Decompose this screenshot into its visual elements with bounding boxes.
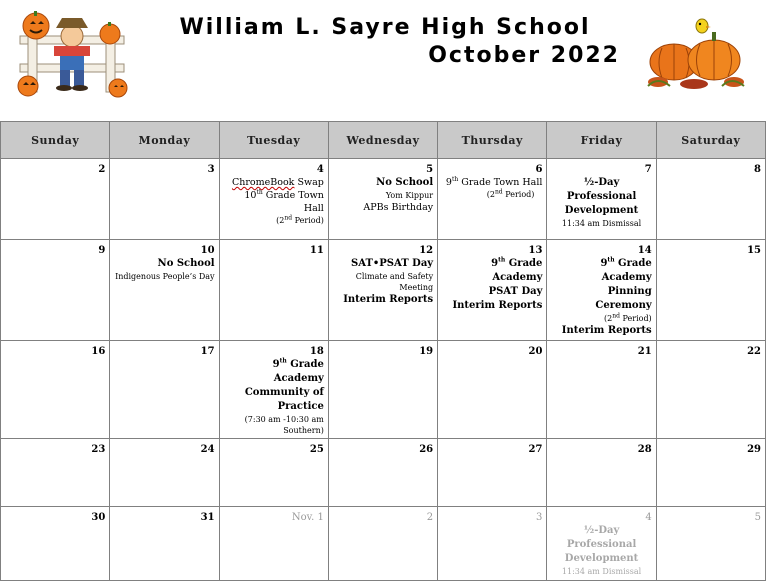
day-cell bbox=[438, 439, 547, 507]
day-cell bbox=[438, 240, 547, 341]
event-time: (7:30 am -10:30 am bbox=[244, 415, 324, 424]
calendar-title bbox=[150, 14, 620, 70]
day-cell bbox=[328, 439, 437, 507]
week-row bbox=[1, 341, 766, 439]
day-number: 23 bbox=[91, 444, 106, 455]
day-cell bbox=[438, 507, 547, 581]
day-number: Nov. 1 bbox=[291, 512, 324, 523]
day-number: 28 bbox=[637, 444, 652, 455]
day-cell bbox=[547, 341, 656, 439]
day-number: 14 bbox=[637, 245, 652, 256]
day-cell bbox=[438, 159, 547, 240]
pumpkin-patch-illustration bbox=[644, 16, 748, 90]
day-number: 19 bbox=[419, 346, 434, 357]
event-no-school: No School bbox=[157, 258, 215, 269]
day-cell bbox=[110, 159, 219, 240]
event-grade-academy: 9th Grade Academy bbox=[272, 357, 324, 384]
weekday-header-row bbox=[1, 122, 766, 159]
event-chromebook-swap: ChromeBook Swap bbox=[231, 177, 324, 188]
day-number: 29 bbox=[747, 444, 761, 455]
weekday-thursday: Thursday bbox=[438, 122, 547, 159]
day-number: 4 bbox=[645, 512, 652, 523]
day-cell bbox=[328, 507, 437, 581]
day-number: 13 bbox=[528, 245, 543, 256]
day-cell bbox=[656, 507, 765, 581]
day-cell bbox=[219, 240, 328, 341]
event-half-day: ½-Day bbox=[583, 525, 620, 536]
day-number: 25 bbox=[309, 444, 324, 455]
event-apbs-birthday: APBs Birthday bbox=[363, 202, 434, 213]
day-number: 17 bbox=[200, 346, 215, 357]
day-cell bbox=[547, 240, 656, 341]
day-cell bbox=[547, 507, 656, 581]
day-cell bbox=[328, 240, 437, 341]
calendar-month: October 2022 bbox=[428, 43, 620, 68]
event-development: Development bbox=[564, 553, 639, 564]
day-number: 22 bbox=[747, 346, 761, 357]
day-cell bbox=[110, 507, 219, 581]
day-number: 8 bbox=[754, 164, 761, 175]
event-period: (2nd Period) bbox=[486, 188, 535, 199]
day-number: 5 bbox=[426, 164, 434, 175]
day-number: 15 bbox=[747, 245, 761, 256]
event-psat-day: PSAT Day bbox=[488, 286, 543, 297]
day-cell bbox=[328, 341, 437, 439]
day-cell bbox=[110, 439, 219, 507]
day-cell bbox=[547, 159, 656, 240]
event-development: Development bbox=[564, 205, 639, 216]
day-number: 21 bbox=[637, 346, 652, 357]
day-cell bbox=[219, 507, 328, 581]
event-meeting: Meeting bbox=[399, 283, 434, 292]
event-interim-reports: Interim Reports bbox=[343, 294, 434, 305]
day-cell bbox=[438, 341, 547, 439]
day-number: 18 bbox=[309, 346, 324, 357]
day-cell bbox=[219, 439, 328, 507]
day-number: 12 bbox=[419, 245, 434, 256]
day-number: 7 bbox=[644, 164, 652, 175]
event-grade-academy: 9th Grade Academy bbox=[600, 256, 652, 283]
weekday-sunday: Sunday bbox=[1, 122, 110, 159]
day-number: 30 bbox=[91, 512, 106, 523]
event-period: (2nd Period) bbox=[276, 214, 324, 225]
weekday-saturday: Saturday bbox=[656, 122, 765, 159]
day-cell bbox=[219, 341, 328, 439]
day-cell bbox=[547, 439, 656, 507]
day-number: 9 bbox=[98, 245, 106, 256]
event-community-of: Community of bbox=[244, 387, 324, 398]
event-dismissal: 11:34 am Dismissal bbox=[561, 567, 642, 576]
event-interim-reports: Interim Reports bbox=[452, 300, 543, 311]
week-row bbox=[1, 507, 766, 581]
weekday-monday: Monday bbox=[110, 122, 219, 159]
day-cell bbox=[1, 439, 110, 507]
day-number: 31 bbox=[200, 512, 215, 523]
event-indigenous-peoples-day: Indigenous People’s Day bbox=[115, 272, 215, 281]
event-dismissal: 11:34 am Dismissal bbox=[561, 219, 642, 228]
event-location: Southern) bbox=[283, 426, 324, 435]
day-cell bbox=[656, 240, 765, 341]
week-row bbox=[1, 159, 766, 240]
event-sat-psat-day: SAT•PSAT Day bbox=[351, 258, 434, 269]
day-number: 2 bbox=[426, 512, 434, 523]
event-grade-academy: 9th Grade Academy bbox=[491, 256, 543, 283]
day-cell bbox=[656, 159, 765, 240]
day-number: 24 bbox=[200, 444, 215, 455]
day-number: 3 bbox=[536, 512, 543, 523]
day-number: 27 bbox=[528, 444, 543, 455]
day-number: 16 bbox=[91, 346, 106, 357]
event-pinning-ceremony: Pinning Ceremony bbox=[595, 286, 652, 311]
day-cell bbox=[110, 341, 219, 439]
day-number: 20 bbox=[528, 346, 543, 357]
event-climate-safety: Climate and Safety bbox=[355, 272, 434, 281]
event-no-school: No School bbox=[376, 177, 434, 188]
week-row bbox=[1, 439, 766, 507]
day-number: 5 bbox=[754, 512, 761, 523]
day-cell bbox=[110, 240, 219, 341]
event-half-day: ½-Day bbox=[583, 177, 620, 188]
weekday-wednesday: Wednesday bbox=[328, 122, 437, 159]
day-cell bbox=[1, 240, 110, 341]
day-number: 6 bbox=[535, 164, 543, 175]
day-cell bbox=[656, 341, 765, 439]
week-row bbox=[1, 240, 766, 341]
day-cell bbox=[1, 507, 110, 581]
calendar-header bbox=[0, 0, 768, 120]
day-cell bbox=[219, 159, 328, 240]
day-number: 4 bbox=[316, 164, 324, 175]
day-number: 3 bbox=[207, 164, 215, 175]
event-period: (2nd Period) bbox=[604, 312, 652, 323]
event-town-hall: 9th Grade Town Hall bbox=[445, 175, 543, 188]
school-name: William L. Sayre High School bbox=[179, 15, 591, 40]
weekday-friday: Friday bbox=[547, 122, 656, 159]
event-professional: Professional bbox=[566, 191, 637, 202]
event-practice: Practice bbox=[277, 401, 324, 412]
calendar-grid bbox=[0, 121, 766, 581]
event-yom-kippur: Yom Kippur bbox=[385, 191, 434, 200]
event-town-hall: 10th Grade Town Hall bbox=[244, 188, 324, 214]
weekday-tuesday: Tuesday bbox=[219, 122, 328, 159]
day-cell bbox=[656, 439, 765, 507]
event-interim-reports: Interim Reports bbox=[561, 325, 652, 336]
day-cell bbox=[1, 341, 110, 439]
day-number: 11 bbox=[309, 245, 324, 256]
day-cell bbox=[328, 159, 437, 240]
day-number: 26 bbox=[419, 444, 434, 455]
scarecrow-pumpkins-illustration bbox=[6, 6, 136, 100]
day-number: 10 bbox=[200, 245, 215, 256]
event-professional: Professional bbox=[566, 539, 637, 550]
day-cell bbox=[1, 159, 110, 240]
day-number: 2 bbox=[98, 164, 106, 175]
